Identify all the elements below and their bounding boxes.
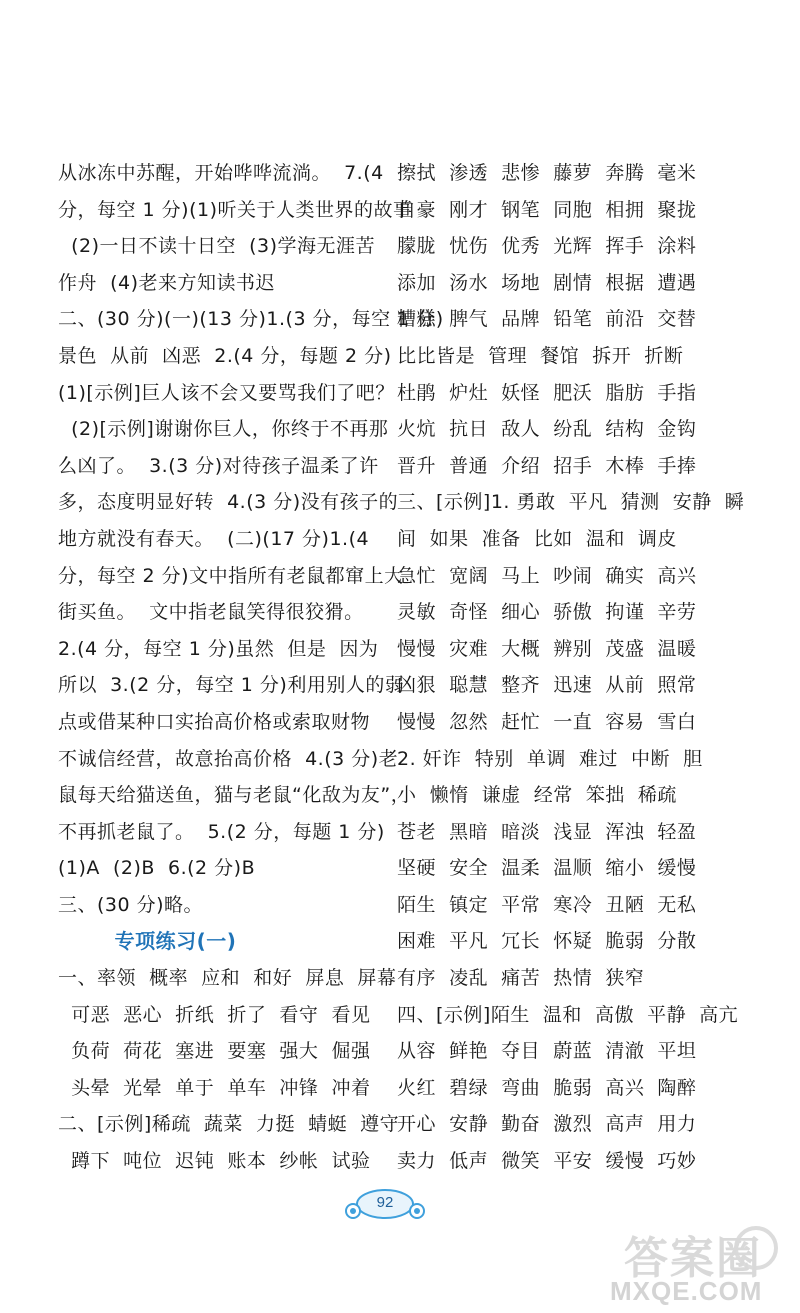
text-line: 间 如果 准备 比如 温和 调皮 bbox=[397, 527, 677, 550]
right-column bbox=[397, 155, 767, 1180]
text-line: 卖力 低声 微笑 平安 缓慢 巧妙 bbox=[397, 1150, 697, 1173]
text-line: (2)一日不读十日空 (3)学海无涯苦 bbox=[58, 235, 375, 258]
text-line: (1)A (2)B 6.(2 分)B bbox=[58, 857, 256, 880]
text-line: 2.(4 分，每空 1 分)虽然 但是 因为 bbox=[58, 637, 379, 660]
text-line: 坚硬 安全 温柔 温顺 缩小 缓慢 bbox=[397, 857, 697, 880]
text-line: 景色 从前 凶恶 2.(4 分，每题 2 分) bbox=[58, 344, 392, 367]
text-line: 晋升 普通 介绍 招手 木棒 手捧 bbox=[397, 454, 697, 477]
text-line: 从冰冻中苏醒，开始哗哗流淌。 7.(4 bbox=[58, 162, 384, 184]
text-line: 一、率领 概率 应和 和好 屏息 屏幕 bbox=[58, 967, 397, 990]
text-line: 凶狠 聪慧 整齐 迅速 从前 照常 bbox=[397, 674, 697, 697]
text-line: 火红 碧绿 弯曲 脆弱 高兴 陶醉 bbox=[397, 1076, 697, 1099]
text-line: 小 懒惰 谦虚 经常 笨拙 稀疏 bbox=[397, 784, 677, 807]
text-line: 二、[示例]稀疏 蔬菜 力挺 蜻蜓 遵守 bbox=[58, 1113, 400, 1136]
text-line: 负荷 荷花 塞进 要塞 强大 倔强 bbox=[58, 1040, 371, 1063]
text-line: 三、(30 分)略。 bbox=[58, 893, 204, 916]
text-line: 苍老 黑暗 暗淡 浅显 浑浊 轻盈 bbox=[397, 820, 697, 843]
text-line: 2. 奸诈 特别 单调 难过 中断 胆 bbox=[397, 747, 703, 770]
text-line: 从容 鲜艳 夺目 蔚蓝 清澈 平坦 bbox=[397, 1040, 697, 1063]
text-line: 地方就没有春天。 (二)(17 分)1.(4 bbox=[58, 527, 370, 550]
text-line: 三、[示例]1. 勇敢 平凡 猜测 安静 瞬 bbox=[397, 491, 745, 514]
text-line: 不诚信经营，故意抬高价格 4.(3 分)老 bbox=[58, 747, 399, 770]
text-line: 朦胧 忧伤 优秀 光辉 挥手 涂料 bbox=[397, 235, 697, 258]
text-line: 杜鹃 炉灶 妖怪 肥沃 脂肪 手指 bbox=[397, 381, 697, 404]
text-line: 分，每空 2 分)文中指所有老鼠都窜上大 bbox=[58, 564, 404, 587]
text-line: 急忙 宽阔 马上 吵闹 确实 高兴 bbox=[397, 564, 697, 587]
text-line: 二、(30 分)(一)(13 分)1.(3 分，每空 1 分) bbox=[58, 308, 444, 331]
text-line: 火炕 抗日 敌人 纷乱 结构 金钩 bbox=[397, 418, 697, 441]
text-line: 灵敏 奇怪 细心 骄傲 拘谨 辛劳 bbox=[397, 601, 697, 624]
text-line: (1)[示例]巨人该不会又要骂我们了吧？ bbox=[58, 381, 395, 404]
text-line: 四、[示例]陌生 温和 高傲 平静 高亢 bbox=[397, 1003, 739, 1026]
text-line: 慢慢 灾难 大概 辨别 茂盛 温暖 bbox=[397, 637, 697, 660]
text-line: 所以 3.(2 分，每空 1 分)利用别人的弱 bbox=[58, 674, 405, 697]
text-line: 擦拭 渗透 悲惨 藤萝 奔腾 毫米 bbox=[397, 162, 697, 184]
text-line: 困难 平凡 冗长 怀疑 脆弱 分散 bbox=[397, 930, 697, 953]
text-line: 糟糕 脾气 品牌 铅笔 前沿 交替 bbox=[397, 308, 697, 331]
watermark-text-en: MXQE.COM bbox=[610, 1276, 763, 1306]
text-line: 分，每空 1 分)(1)听关于人类世界的故事 bbox=[58, 198, 413, 221]
text-line: 不再抓老鼠了。 5.(2 分，每题 1 分) bbox=[58, 820, 385, 843]
watermark-text-cn: 答案圈 bbox=[624, 1233, 762, 1284]
watermark bbox=[596, 1222, 796, 1312]
text-line: 作舟 (4)老来方知读书迟 bbox=[58, 271, 275, 294]
text-line: 可恶 恶心 折纸 折了 看守 看见 bbox=[58, 1003, 371, 1026]
text-line: 头晕 光晕 单于 单车 冲锋 冲着 bbox=[58, 1076, 371, 1099]
page-number-badge bbox=[343, 1185, 427, 1225]
text-line: 鼠每天给猫送鱼，猫与老鼠“化敌为友”， bbox=[58, 784, 411, 807]
section-title: 专项练习(一) bbox=[114, 929, 237, 954]
text-line: 添加 汤水 场地 剧情 根据 遭遇 bbox=[397, 271, 697, 294]
text-line: 蹲下 吨位 迟钝 账本 纱帐 试验 bbox=[58, 1150, 371, 1173]
left-column bbox=[58, 155, 444, 1180]
text-line: 自豪 刚才 钢笔 同胞 相拥 聚拢 bbox=[397, 198, 697, 221]
text-line: 街买鱼。 文中指老鼠笑得很狡猾。 bbox=[58, 601, 364, 624]
text-line: 有序 凌乱 痛苦 热情 狭窄 bbox=[397, 967, 645, 990]
text-line: 比比皆是 管理 餐馆 拆开 折断 bbox=[397, 344, 684, 367]
text-line: 慢慢 忽然 赶忙 一直 容易 雪白 bbox=[397, 710, 697, 733]
text-line: (2)[示例]谢谢你巨人，你终于不再那 bbox=[58, 418, 389, 441]
text-line: 开心 安静 勤奋 激烈 高声 用力 bbox=[397, 1113, 697, 1136]
text-line: 点或借某种口实抬高价格或索取财物 bbox=[58, 710, 371, 733]
text-line: 么凶了。 3.(3 分)对待孩子温柔了许 bbox=[58, 454, 379, 477]
text-line: 陌生 镇定 平常 寒冷 丑陋 无私 bbox=[397, 893, 697, 916]
text-line: 多，态度明显好转 4.(3 分)没有孩子的 bbox=[58, 491, 399, 514]
page-number: 92 bbox=[376, 1194, 394, 1211]
